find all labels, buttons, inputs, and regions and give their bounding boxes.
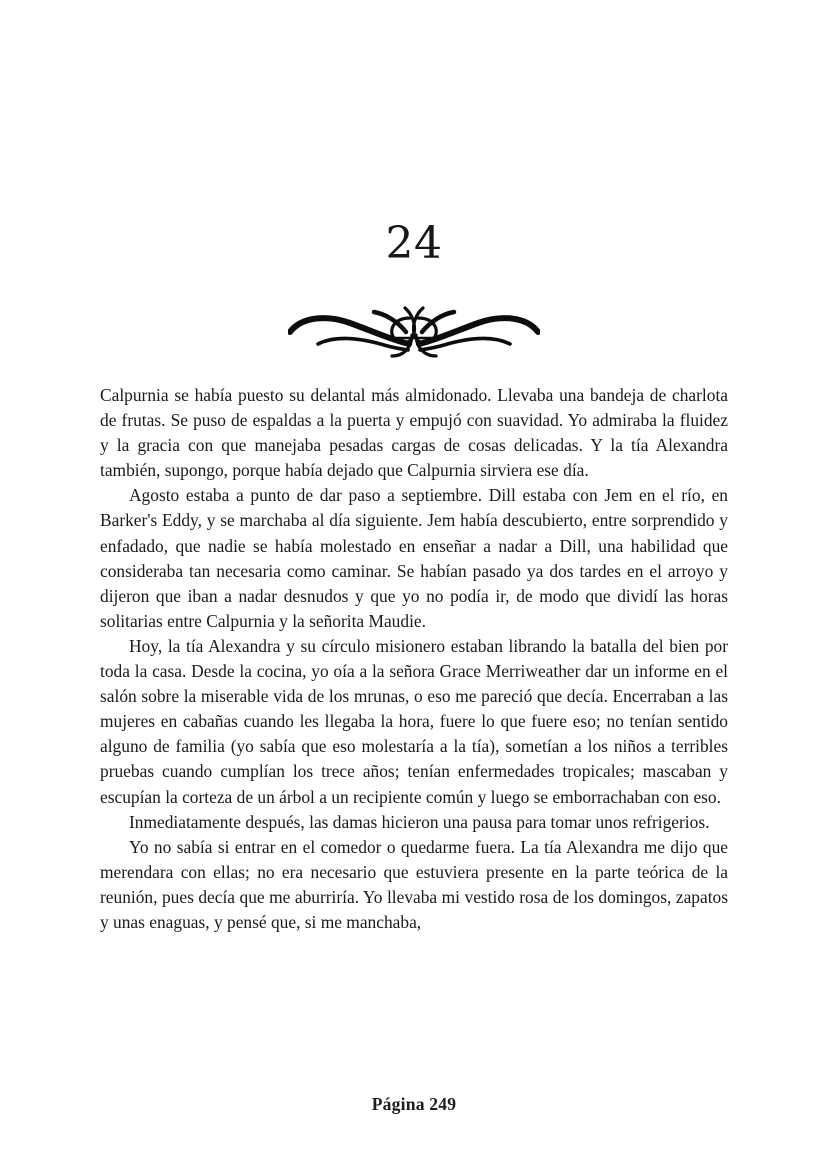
body-text <box>100 383 728 935</box>
paragraph: Inmediatamente después, las damas hicieron una pausa para tomar unos refrigerios. <box>129 811 710 832</box>
chapter-number: 24 <box>385 218 443 269</box>
paragraph: Hoy, la tía Alexandra y su círculo misionero estaban librando la batalla del bien por toda la casa. Desde la cocina, yo oía a la señora Grace Merriweather dar un informe en el salón sobre la miserable vida de los mrunas, o eso me pareció que decía. Encerraban a las mujeres en cabañas cuando les llegaba la hora, fuere lo que fuere eso; no tenían sentido alguno de familia (yo sabía que eso molestaría a la tía), sometían a los niños a terribles pruebas cuando cumplían los trece años; tenían enfermedades tropicales; mascaban y escupían la corteza de un árbol a un recipiente común y luego se emborrachaban con eso. <box>100 635 728 807</box>
page-footer-label: Página 249 <box>371 1094 457 1114</box>
paragraph: Calpurnia se había puesto su delantal más almidonado. Llevaba una bandeja de charlota de frutas. Se puso de espaldas a la puerta y empujó con suavidad. Yo admiraba la fluidez y la gracia con que manejaba pesadas cargas de cosas delicadas. Y la tía Alexandra también, supongo, porque había dejado que Calpurnia sirviera ese día. <box>100 385 728 481</box>
flourish-ornament-icon <box>0 300 828 362</box>
paragraph: Agosto estaba a punto de dar paso a septiembre. Dill estaba con Jem en el río, en Barker's Eddy, y se marchaba al día siguiente. Jem había descubierto, entre sorprendido y enfadado, que nadie se había molestado en enseñar a nadar a Dill, una habilidad que consideraba tan necesaria como caminar. Se habían pasado ya dos tardes en el arroyo y dijeron que iban a nadar desnudos y que yo no podía ir, de modo que dividí las horas solitarias entre Calpurnia y la señorita Maudie. <box>100 485 728 631</box>
paragraph: Yo no sabía si entrar en el comedor o quedarme fuera. La tía Alexandra me dijo que merendara con ellas; no era necesario que estuviera presente en la parte teórica de la reunión, pues decía que me aburriría. Yo llevaba mi vestido rosa de los domingos, zapatos y unas enaguas, y pensé que, si me manchaba, <box>100 836 728 932</box>
